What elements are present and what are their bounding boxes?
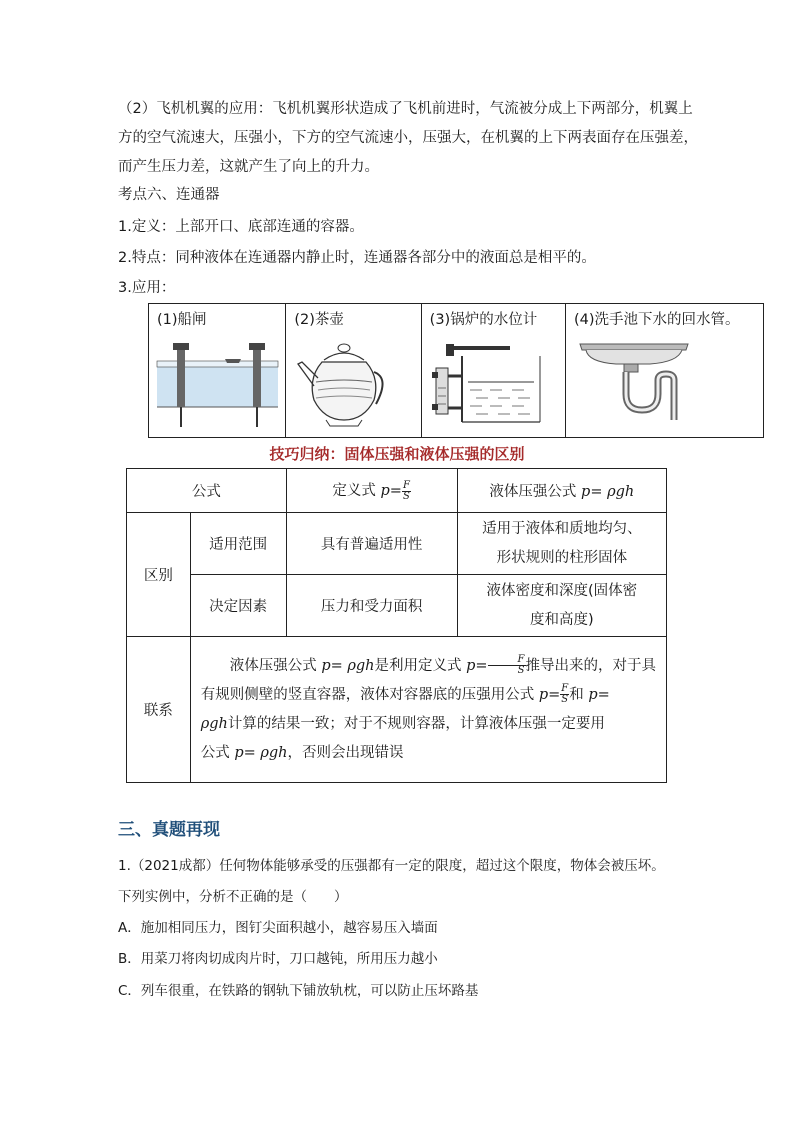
solid-cell: 具有普遍适用性: [286, 513, 457, 575]
relation-text-span: 公式: [200, 744, 235, 761]
relation-formula: p=: [588, 686, 610, 703]
relation-text-span: 有规则侧壁的竖直容器，液体对容器底的压强用公式: [200, 686, 539, 703]
solid-formula-eq: =: [389, 483, 402, 500]
definition-line: 1.定义：上部开口、底部连通的容器。: [118, 219, 364, 235]
fraction-denominator: S: [561, 694, 569, 705]
intro-line: 而产生压力差，这就产生了向上的升力。: [118, 159, 379, 175]
question-line: 1.（2021成都）任何物体能够承受的压强都有一定的限度，超过这个限度，物体会被压坏。: [118, 858, 665, 874]
liquid-cell-line: 形状规则的柱形固体: [496, 549, 628, 566]
relation-text-span: 推导出来的，对于具: [525, 657, 656, 674]
liquid-cell-line: 适用于液体和质地均匀、: [482, 520, 642, 537]
sink-trap-icon: [576, 340, 696, 422]
solid-formula-cell: [286, 469, 457, 513]
row-name: 适用范围: [190, 513, 286, 575]
app-cell-sink: [566, 304, 763, 437]
liquid-formula-prefix: 液体压强公式: [489, 484, 582, 500]
table-header-row: [127, 469, 667, 513]
relation-row: [127, 637, 667, 783]
ship-lock-icon: [155, 339, 280, 429]
liquid-formula: p= ρgh: [581, 484, 635, 500]
app-label: (3)锅炉的水位计: [429, 312, 538, 328]
liquid-cell-line: 液体密度和深度(固体密: [486, 582, 638, 599]
relation-formula: p= ρgh: [321, 657, 375, 674]
relation-line: [201, 739, 656, 768]
relation-formula: ρgh: [200, 715, 228, 732]
relation-text-span: 是利用定义式: [374, 657, 467, 674]
relation-formula: p= ρgh: [234, 744, 288, 761]
fraction-numerator: F: [561, 683, 569, 694]
app-cell-ship-lock: [149, 304, 286, 437]
teapot-icon: [294, 338, 394, 433]
fraction-numerator: F: [488, 655, 526, 666]
application-line: 3.应用：: [118, 280, 176, 296]
section6-heading: 考点六、连通器: [118, 187, 220, 203]
relation-text-span: ，否则会出现错误: [287, 744, 404, 761]
applications-table: [148, 303, 764, 438]
option-b: B．用菜刀将肉切成肉片时，刀口越钝，所用压力越小: [118, 951, 438, 967]
relation-text-span: 计算的结果一致；对于不规则容器，计算液体压强一定要用: [227, 715, 605, 732]
intro-paragraph: [118, 95, 698, 182]
relation-line: [201, 710, 656, 739]
relation-text-span: 和: [569, 686, 589, 703]
relation-line: [201, 681, 656, 710]
option-a: A．施加相同压力，图钉尖面积越小，越容易压入墙面: [118, 920, 438, 936]
app-cell-teapot: [286, 304, 421, 437]
solid-formula-var: p: [380, 483, 390, 500]
question-line: 下列实例中，分析不正确的是（ ）: [118, 889, 348, 905]
liquid-cell: [457, 575, 666, 637]
relation-line: [201, 652, 656, 681]
skill-summary-title: 技巧归纳：固体压强和液体压强的区别: [269, 445, 525, 463]
intro-line: （2）飞机机翼的应用：飞机机翼形状造成了飞机前进时，气流被分成上下两部分，机翼上: [118, 101, 693, 117]
liquid-cell-line: 度和高度): [529, 611, 594, 628]
fraction-denominator: S: [517, 665, 525, 676]
table-row: [127, 575, 667, 637]
solid-cell: 压力和受力面积: [286, 575, 457, 637]
solid-formula-fraction: [402, 481, 411, 502]
pressure-comparison-table: [126, 468, 667, 783]
fraction-denominator: S: [403, 490, 410, 502]
fraction-numerator: F: [402, 479, 410, 491]
relation-fraction: [560, 684, 569, 705]
app-label: (2)茶壶: [294, 312, 344, 328]
table-row: [127, 513, 667, 575]
liquid-formula-cell: [457, 469, 666, 513]
formula-header: 公式: [127, 469, 287, 513]
app-cell-boiler: [422, 304, 566, 437]
liquid-cell: [457, 513, 666, 575]
row-name: 决定因素: [190, 575, 286, 637]
boiler-gauge-icon: [430, 342, 550, 432]
solid-formula-prefix: 定义式: [332, 483, 381, 500]
app-label: (1)船闸: [157, 312, 207, 328]
relation-formula: p=: [466, 657, 488, 674]
diff-label: 区别: [127, 513, 191, 637]
intro-line: 方的空气流速大，压强小，下方的空气流速小，压强大，在机翼的上下两表面存在压强差，: [118, 130, 698, 146]
relation-label: 联系: [127, 637, 191, 783]
relation-text-span: 液体压强公式: [229, 657, 322, 674]
relation-text: [190, 637, 666, 783]
relation-fraction: [488, 655, 526, 676]
app-label: (4)洗手池下水的回水管。: [573, 312, 740, 328]
relation-formula: p=: [538, 686, 561, 703]
section3-heading: 三、真题再现: [118, 820, 220, 840]
feature-line: 2.特点：同种液体在连通器内静止时，连通器各部分中的液面总是相平的。: [118, 250, 596, 266]
option-c: C．列车很重，在铁路的钢轨下铺放轨枕，可以防止压坏路基: [118, 983, 479, 999]
